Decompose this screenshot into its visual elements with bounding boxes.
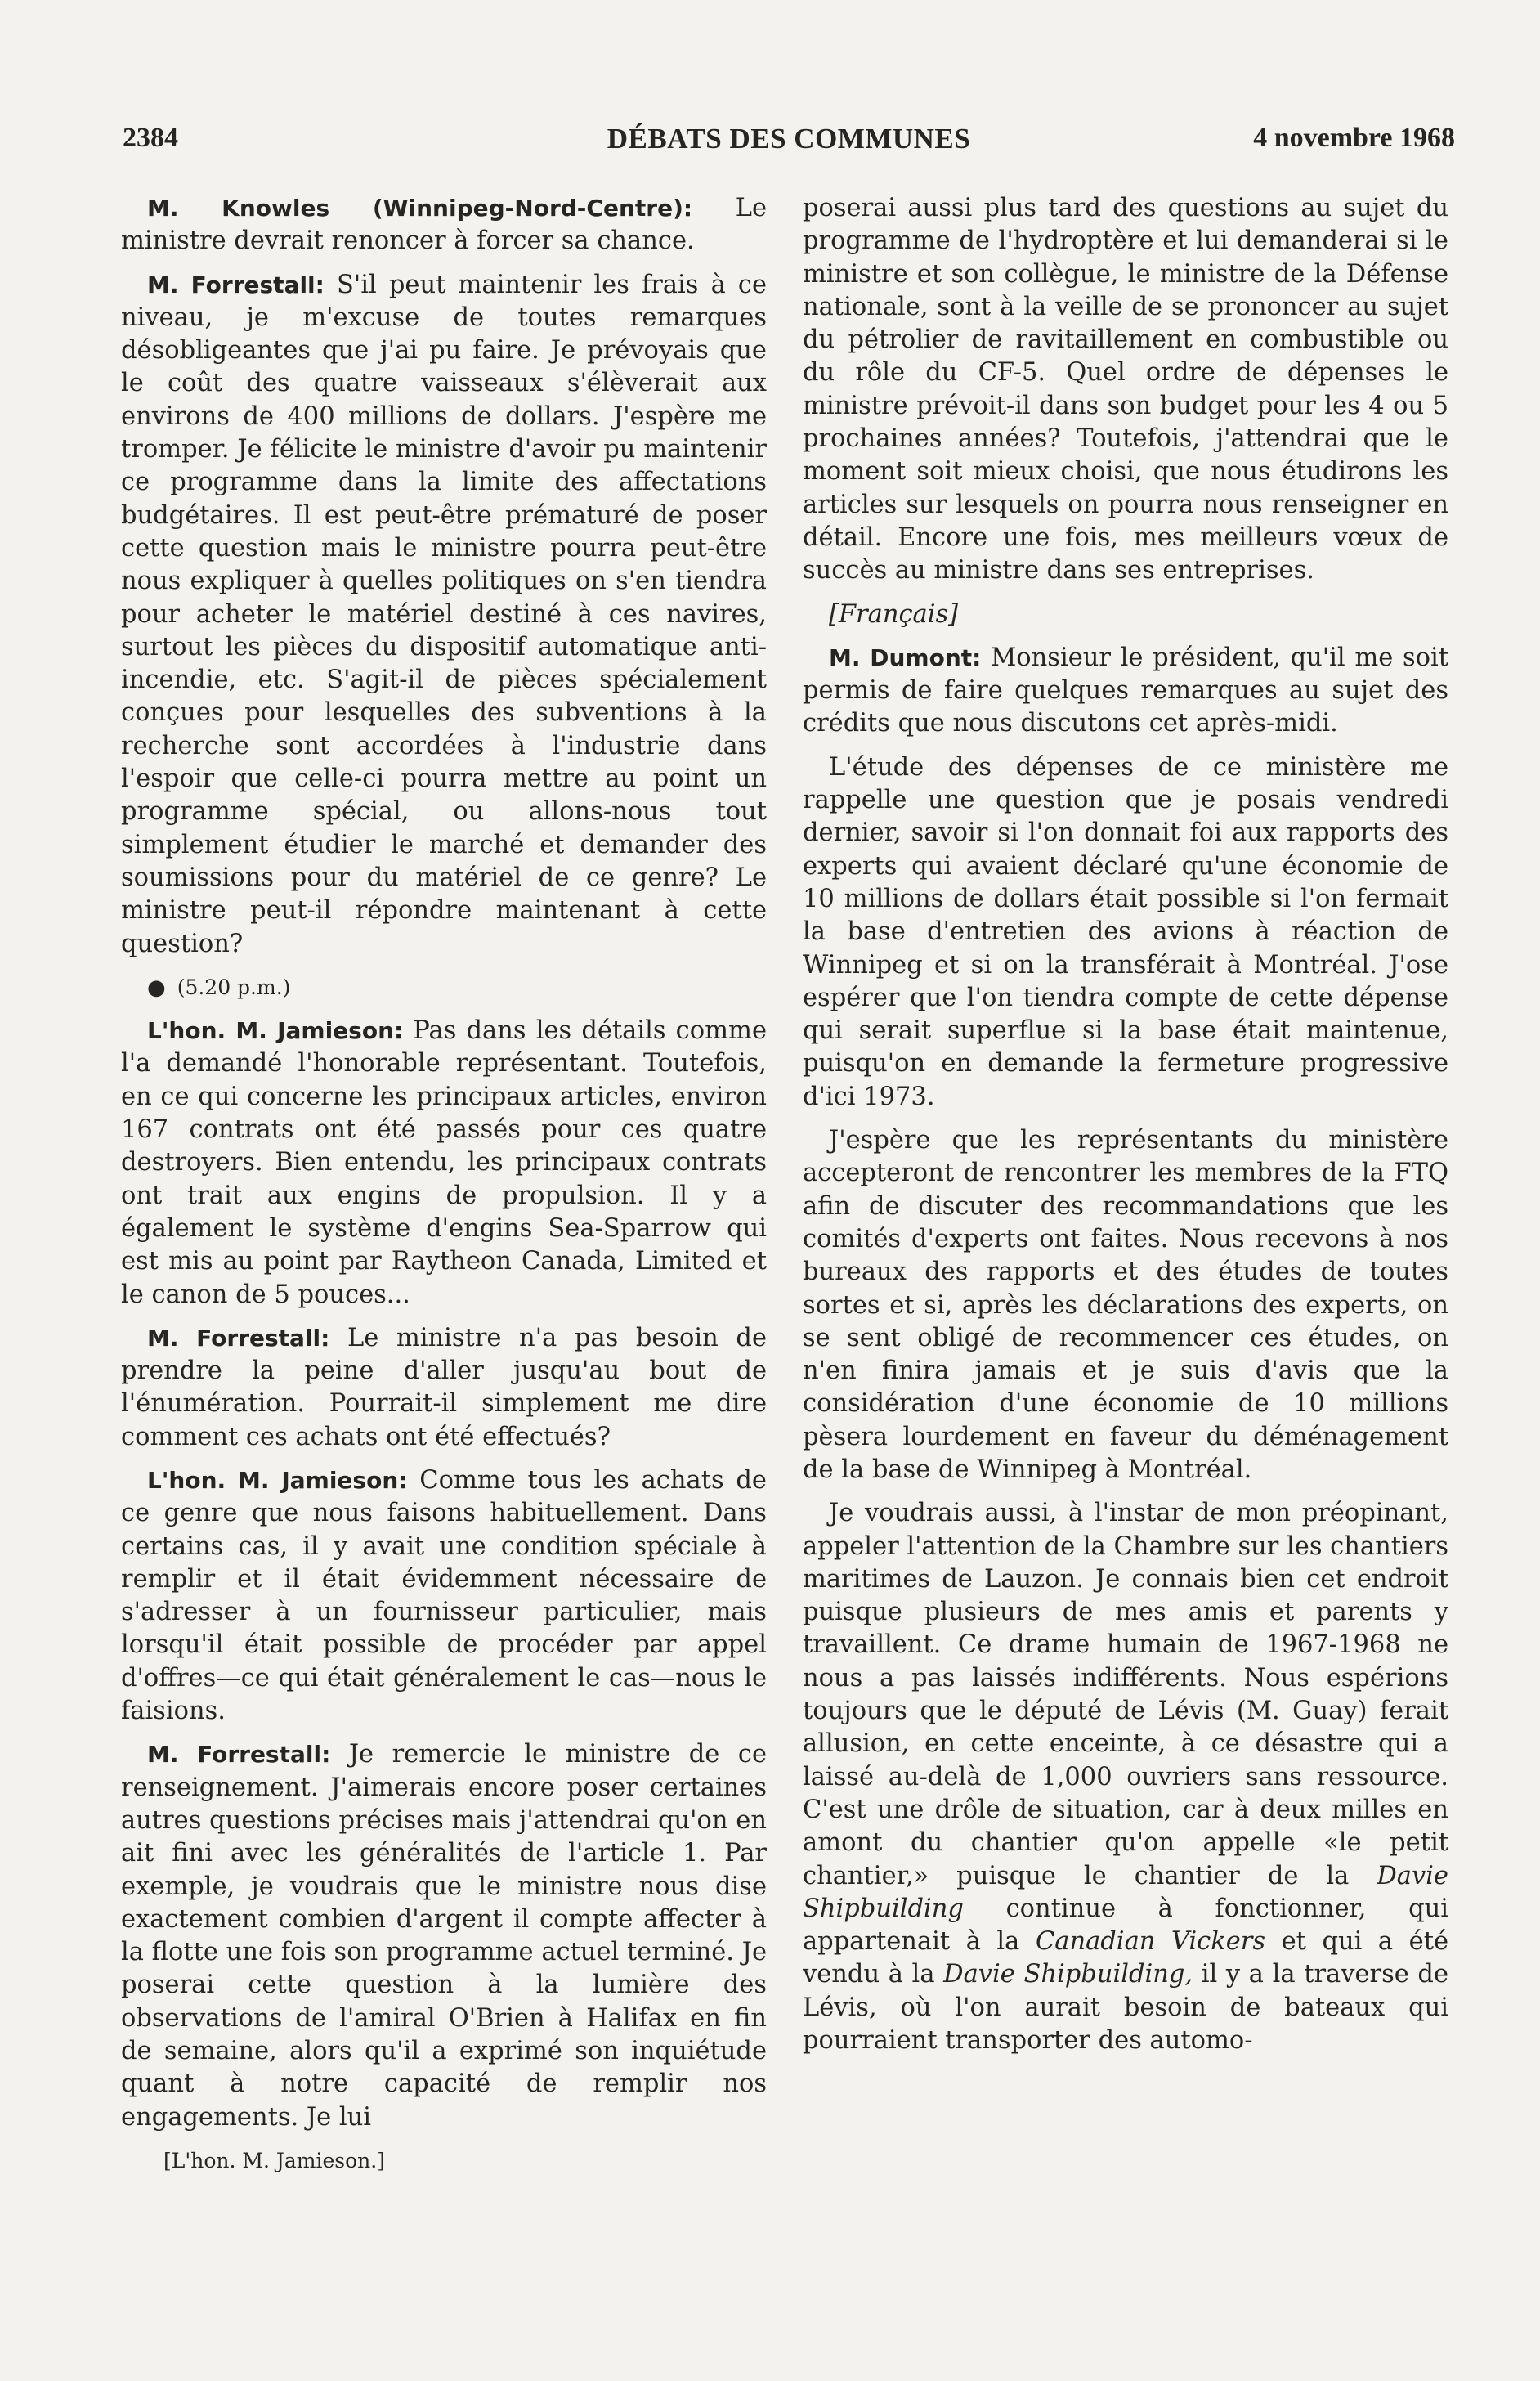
speaker-name: M. Knowles (Winnipeg-Nord-Centre): xyxy=(147,195,693,222)
paragraph xyxy=(121,192,767,258)
speech-text: Je remercie le ministre de ce renseignement. J'aimerais encore poser certaines autres questions précises mais j'attendrai qu'on en ait fini avec les généralités de l'article 1. Par exemple, je voudrais que le ministre nous dise exactement combien d'argent il compte affecter à la flotte une fois son programme actuel terminé. Je poserai cette question à la lumière des observations de l'amiral O'Brien à Halifax en fin de semaine, alors qu'il a exprimé son inquiétude quant à notre capacité de remplir nos engagements. Je lui xyxy=(121,1740,767,2132)
speech-text: J'espère que les représentants du ministère accepteront de rencontrer les membres de la FTQ afin de discuter des recommandations que les comités d'experts ont faites. Nous recevons à nos bureaux des rapports et des études de toutes sortes et si, après les déclarations des experts, on se sent obligé de recommencer ces études, on n'en finira jamais et je suis d'avis que la considération d'une économie de 10 millions pèsera lourdement en faveur du déménagement de la base de Winnipeg à Montréal. xyxy=(803,1126,1448,1484)
time-note xyxy=(121,971,767,1004)
left-column xyxy=(121,192,767,2188)
speech-text: Pas dans les détails comme l'a demandé l'honorable représentant. Toutefois, en ce qui concerne les principaux articles, environ 167 contrats ont été passés pour ces quatre destroyers. Bien entendu, les principaux contrats ont trait aux engins de propulsion. Il y a également le système d'engins Sea-Sparrow qui est mis au point par Raytheon Canada, Limited et le canon de 5 pouces... xyxy=(121,1016,767,1309)
language-note: [Français] xyxy=(829,599,959,629)
speech-text: il y a la traverse de Lévis, où l'on aurait besoin de bateaux qui pourraient transporter des automo- xyxy=(803,1960,1448,2056)
company-name: Canadian Vickers xyxy=(1035,1927,1266,1957)
speech-text: poserai aussi plus tard des questions au sujet du programme de l'hydroptère et lui demanderai si le ministre et son collègue, le ministre de la Défense nationale, sont à la veille de se prononcer au sujet du pétrolier de ravitaillement en combustible ou du rôle du CF-5. Quel ordre de dépenses le ministre prévoit-il dans son budget pour les 4 ou 5 prochaines années? Toutefois, j'attendrai que le moment soit mieux choisi, que nous étudirons les articles sur lesquels on pourra nous renseigner en détail. Encore une fois, mes meilleurs vœux de succès au ministre dans ses entreprises. xyxy=(803,194,1448,585)
speech-text: continue à fonctionner, qui appartenait à la xyxy=(803,1894,1448,1957)
paragraph xyxy=(121,269,767,961)
speaker-name: M. Dumont: xyxy=(829,643,982,671)
bullet-icon: ● xyxy=(147,975,166,1000)
speech-text: Comme tous les achats de ce genre que nous faisons habituellement. Dans certains cas, il y avait une condition spéciale à remplir et il était évidemment nécessaire de s'adresser à un fournisseur particulier, mais lorsqu'il était possible de procéder par appel d'offres—ce qui était généralement le cas—nous le faisions. xyxy=(121,1465,767,1726)
company-name: Davie Shipbuilding xyxy=(803,1861,1448,1923)
speech-text: L'étude des dépenses de ce ministère me rappelle une question que je posais vendredi dernier, savoir si l'on donnait foi aux rapports des experts qui avaient déclaré qu'une économie de 10 millions de dollars était possible si l'on fermait la base d'entretien des avions à réaction de Winnipeg et si on la transférait à Montréal. J'ose espérer que l'on tiendra compte de cette dépense qui serait superflue si la base était maintenue, puisqu'on en demande la fermeture progressive d'ici 1973. xyxy=(803,752,1448,1111)
speaker-name: L'hon. M. Jamieson: xyxy=(147,1017,404,1045)
paragraph xyxy=(121,1464,767,1728)
speech-text: Je voudrais aussi, à l'instar de mon préopinant, appeler l'attention de la Chambre sur les chantiers maritimes de Lauzon. Je connais bien cet endroit puisque plusieurs de mes amis et parents y travaillent. Ce drame humain de 1967-1968 ne nous a pas laissés indifférents. Nous espérions toujours que le député de Lévis (M. Guay) ferait allusion, en cette enceinte, à ce désastre qui a laissé au-delà de 1,000 ouvriers sans ressource. C'est une drôle de situation, car à deux milles en amont du chantier qu'on appelle «le petit chantier,» puisque le chantier de la xyxy=(803,1499,1449,1890)
publication-title: DÉBATS DES COMMUNES xyxy=(607,123,971,155)
paragraph xyxy=(803,1497,1448,2057)
paragraph xyxy=(121,1015,767,1312)
speech-text: S'il peut maintenir les frais à ce niveau, je m'excuse de toutes remarques désobligeantes que j'ai pu faire. Je prévoyais que le coût des quatre vaisseaux s'élèverait aux environs de 400 millions de dollars. J'espère me tromper. Je félicite le ministre d'avoir pu maintenir ce programme dans la limite des affectations budgétaires. Il est peut-être prématuré de poser cette question mais le ministre pourra peut-être nous expliquer à quelles politiques on s'en tiendra pour acheter le matériel destiné à ces navires, surtout les pièces du dispositif automatique anti-incendie, etc. S'agit-il de pièces spécialement conçues pour lesquelles des subventions à la recherche sont accordées à l'industrie dans l'espoir que celle-ci pourra mettre au point un programme spécial, ou allons-nous tout simplement étudier le marché et demander des soumissions pour du matériel de ce genre? Le ministre peut-il répondre maintenant à cette question? xyxy=(121,270,768,958)
speaker-name: M. Forrestall: xyxy=(147,271,325,298)
paragraph xyxy=(803,751,1448,1114)
right-column xyxy=(803,192,1448,2068)
company-name: Davie Shipbuilding, xyxy=(943,1960,1193,1989)
paragraph xyxy=(121,1322,767,1454)
page-number: 2384 xyxy=(123,123,178,153)
speech-text: Le ministre n'a pas besoin de prendre la peine d'aller jusqu'au bout de l'énumération. Pourrait-il simplement me dire comment ces achats ont été effectués? xyxy=(121,1323,767,1451)
session-date: 4 novembre 1968 xyxy=(1253,123,1455,153)
speech-text: Le ministre devrait renoncer à forcer sa chance. xyxy=(121,194,767,256)
paragraph xyxy=(803,192,1448,588)
speaker-name: L'hon. M. Jamieson: xyxy=(147,1466,408,1494)
speaker-name: M. Forrestall: xyxy=(147,1324,330,1352)
speaker-footer: [L'hon. M. Jamieson.] xyxy=(163,2148,385,2172)
time-text: (5.20 p.m.) xyxy=(177,975,291,999)
paragraph xyxy=(803,1124,1448,1486)
speech-text: Monsieur le président, qu'il me soit permis de faire quelques remarques au sujet des crédits que nous discutons cet après-midi. xyxy=(803,643,1449,738)
speaker-name: M. Forrestall: xyxy=(147,1741,331,1769)
speech-text: et qui a été vendu à la xyxy=(803,1927,1449,1989)
paragraph xyxy=(121,1738,767,2134)
paragraph xyxy=(803,642,1448,741)
page-header xyxy=(123,123,1455,165)
